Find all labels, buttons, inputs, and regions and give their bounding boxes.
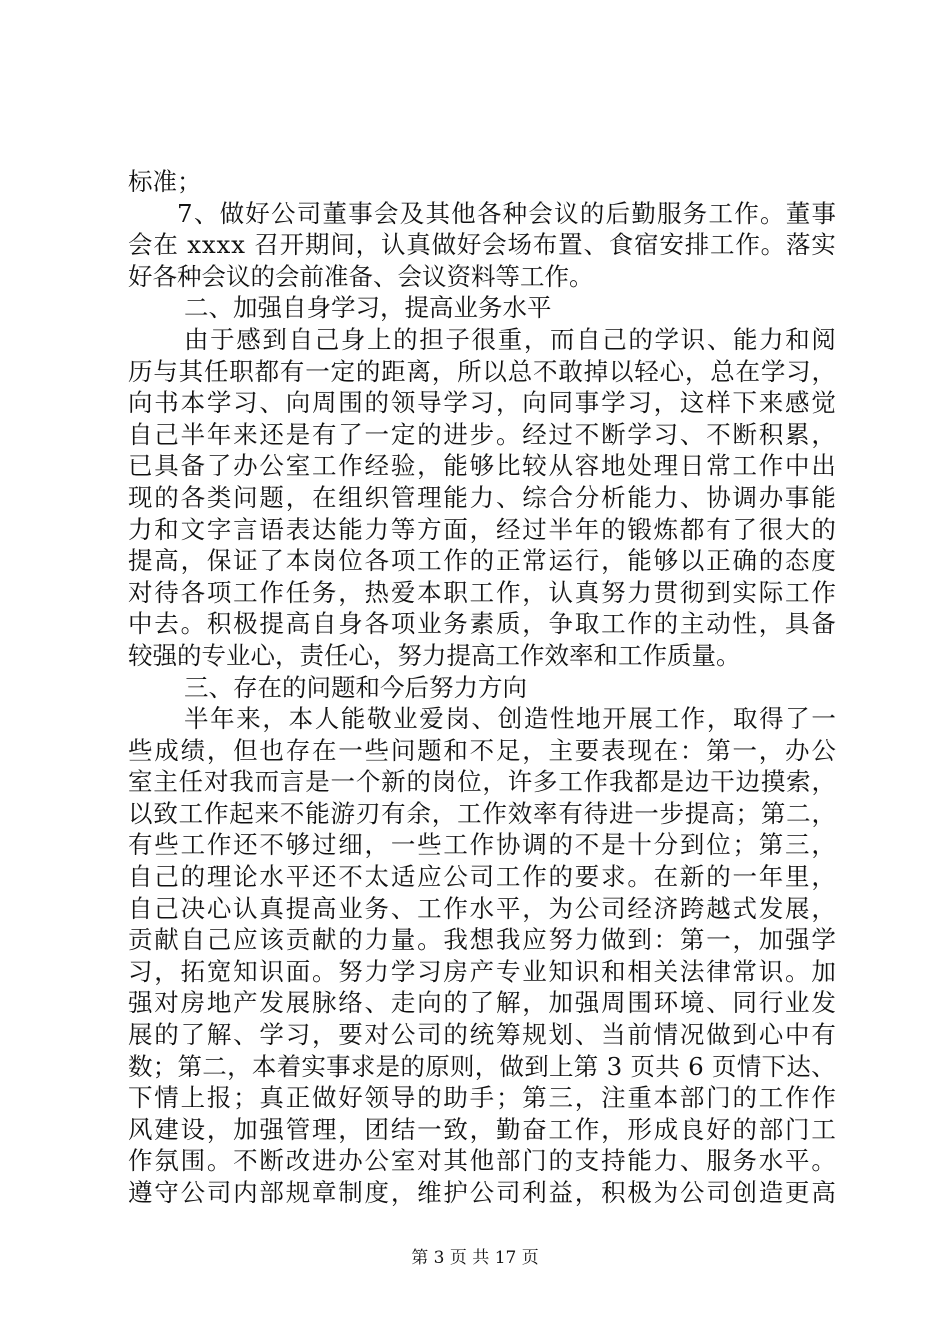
text-line: 贡 献 自 己 应 该 贡 献 的 力 量 。 我 想 我 应 努 力 做 到 ： 第 一 ， 加 强 学 bbox=[128, 925, 836, 955]
text-line: 由 于 感 到 自 己 身 上 的 担 子 很 重 ， 而 自 己 的 学 识 、 能 力 和 阅 bbox=[184, 324, 836, 354]
text-line: 历 与 其 任 职 都 有 一 定 的 距 离 ， 所 以 总 不 敢 掉 以 轻 心 ， 总 在 学 习 ， bbox=[128, 356, 836, 386]
text-line: 习 ， 拓 宽 知 识 面 。 努 力 学 习 房 产 专 业 知 识 和 相 关 法 律 常 识 。 加 bbox=[128, 956, 836, 986]
text-line: 对 待 各 项 工 作 任 务 ， 热 爱 本 职 工 作 ， 认 真 努 力 贯 彻 到 实 际 工 作 bbox=[128, 577, 836, 607]
text-line: 展 的 了 解 、 学 习 ， 要 对 公 司 的 统 筹 规 划 、 当 前 情 况 做 到 心 中 有 bbox=[128, 1020, 836, 1050]
document-body bbox=[128, 166, 836, 1209]
text-line: 风 建 设 ， 加 强 管 理 ， 团 结 一 致 ， 勤 奋 工 作 ， 形 成 良 好 的 部 门 工 bbox=[128, 1114, 836, 1144]
section-heading: 三、存在的问题和今后努力方向 bbox=[184, 672, 527, 702]
text-line: 现 的 各 类 问 题 ， 在 组 织 管 理 能 力 、 综 合 分 析 能 力 、 协 调 办 事 能 bbox=[128, 482, 836, 512]
text-line: 较强的专业心，责任心，努力提高工作效率和工作质量。 bbox=[128, 640, 741, 670]
text-line: 好各种会议的会前准备、会议资料等工作。 bbox=[128, 261, 594, 291]
text-line: 7 、 做 好 公 司 董 事 会 及 其 他 各 种 会 议 的 后 勤 服 务 工 作 。 董 事 bbox=[177, 198, 836, 228]
text-line: 中 去 。 积 极 提 高 自 身 各 项 业 务 素 质 ， 争 取 工 作 的 主 动 性 ， 具 备 bbox=[128, 609, 836, 639]
text-line: 强 对 房 地 产 发 展 脉 络 、 走 向 的 了 解 ， 加 强 周 围 环 境 、 同 行 业 发 bbox=[128, 988, 836, 1018]
text-line: 半 年 来 ， 本 人 能 敬 业 爱 岗 、 创 造 性 地 开 展 工 作 ， 取 得 了 一 bbox=[184, 704, 836, 734]
text-line: 自 己 半 年 来 还 是 有 了 一 定 的 进 步 。 经 过 不 断 学 习 、 不 断 积 累 ， bbox=[128, 419, 836, 449]
section-heading: 二、加强自身学习，提高业务水平 bbox=[184, 293, 552, 323]
text-line: 作 氛 围 。 不 断 改 进 办 公 室 对 其 他 部 门 的 支 持 能 力 、 服 务 水 平 。 bbox=[128, 1146, 836, 1176]
text-line: 以 致 工 作 起 来 不 能 游 刃 有 余 ， 工 作 效 率 有 待 进 一 步 提 高 ； 第 二 ， bbox=[128, 798, 836, 828]
text-line: 自 己 的 理 论 水 平 还 不 太 适 应 公 司 工 作 的 要 求 。 在 新 的 一 年 里 ， bbox=[128, 862, 836, 892]
text-line: 力 和 文 字 言 语 表 达 能 力 等 方 面 ， 经 过 半 年 的 锻 炼 都 有 了 很 大 的 bbox=[128, 514, 836, 544]
text-line: 下 情 上 报 ； 真 正 做 好 领 导 的 助 手 ； 第 三 ， 注 重 本 部 门 的 工 作 作 bbox=[128, 1083, 836, 1113]
text-line: 数 ； 第 二 ， 本 着 实 事 求 是 的 原 则 ， 做 到 上 第 3 页 共 6 页 情 下 达 、 bbox=[128, 1051, 836, 1081]
text-line: 会 在 x x x x 召 开 期 间 ， 认 真 做 好 会 场 布 置 、 食 宿 安 排 工 作 。 落 实 bbox=[128, 230, 836, 260]
text-line: 提 高 ， 保 证 了 本 岗 位 各 项 工 作 的 正 常 运 行 ， 能 够 以 正 确 的 态 度 bbox=[128, 546, 836, 576]
text-line: 室 主 任 对 我 而 言 是 一 个 新 的 岗 位 ， 许 多 工 作 我 都 是 边 干 边 摸 索 ， bbox=[128, 767, 836, 797]
text-line: 遵 守 公 司 内 部 规 章 制 度 ， 维 护 公 司 利 益 ， 积 极 为 公 司 创 造 更 高 bbox=[128, 1178, 836, 1207]
text-line: 标准； bbox=[128, 167, 202, 196]
text-line: 些 成 绩 ， 但 也 存 在 一 些 问 题 和 不 足 ， 主 要 表 现 在 ： 第 一 ， 办 公 bbox=[128, 735, 836, 765]
page-footer: 第 3 页 共 17 页 bbox=[411, 1248, 539, 1268]
text-line: 向 书 本 学 习 、 向 周 围 的 领 导 学 习 ， 向 同 事 学 习 ， 这 样 下 来 感 觉 bbox=[128, 388, 836, 418]
text-line: 自 己 决 心 认 真 提 高 业 务 、 工 作 水 平 ， 为 公 司 经 济 跨 越 式 发 展 ， bbox=[128, 893, 836, 923]
text-line: 有 些 工 作 还 不 够 过 细 ， 一 些 工 作 协 调 的 不 是 十 分 到 位 ； 第 三 ， bbox=[128, 830, 836, 860]
text-line: 已 具 备 了 办 公 室 工 作 经 验 ， 能 够 比 较 从 容 地 处 理 日 常 工 作 中 出 bbox=[128, 451, 836, 481]
